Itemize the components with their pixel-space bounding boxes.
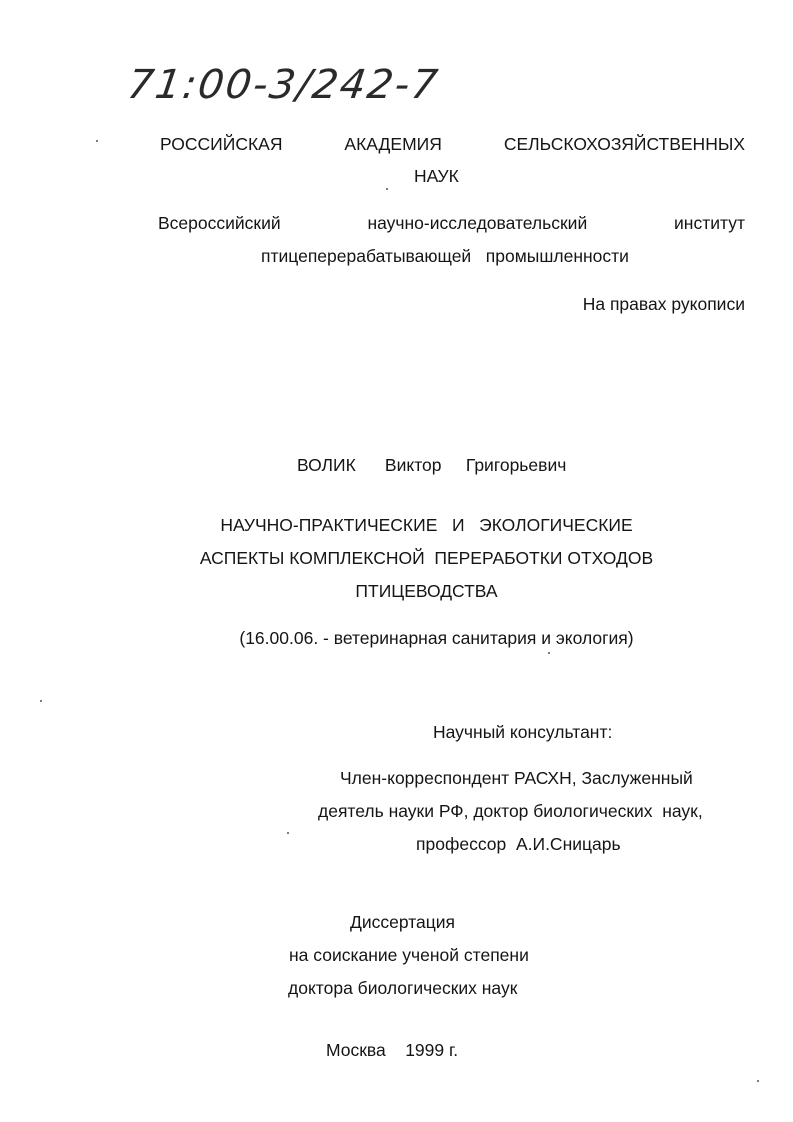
scan-speck: [386, 188, 388, 190]
consultant-label: Научный консультант:: [433, 722, 613, 742]
academy-name-line2: НАУК: [414, 166, 459, 186]
manuscript-rights-note: На правах рукописи: [582, 294, 745, 314]
consultant-line: профессор А.И.Сницарь: [416, 834, 621, 854]
thesis-title-line: НАУЧНО-ПРАКТИЧЕСКИЕ И ЭКОЛОГИЧЕСКИЕ: [220, 515, 633, 535]
institute-word: научно-исследовательский: [367, 213, 588, 233]
handwritten-archive-code: 71:00-3/242-7: [124, 62, 443, 108]
city-year: Москва 1999 г.: [326, 1040, 459, 1060]
scan-speck: [287, 832, 289, 834]
dissertation-line: доктора биологических наук: [288, 978, 518, 998]
scan-speck: [548, 652, 550, 654]
scan-speck: [40, 700, 42, 702]
thesis-title-line: ПТИЦЕВОДСТВА: [355, 581, 498, 601]
academy-word: СЕЛЬСКОХОЗЯЙСТВЕННЫХ: [503, 134, 745, 154]
consultant-line: Член-корреспондент РАСХН, Заслуженный: [340, 768, 693, 788]
institute-word: Всероссийский: [158, 213, 281, 233]
academy-word: АКАДЕМИЯ: [344, 134, 442, 154]
consultant-line: деятель науки РФ, доктор биологических наук,: [318, 801, 703, 821]
author-name: ВОЛИК Виктор Григорьевич: [297, 455, 567, 475]
dissertation-line: Диссертация: [350, 912, 456, 932]
dissertation-line: на соискание ученой степени: [289, 945, 529, 965]
academy-word: РОССИЙСКАЯ: [160, 134, 283, 154]
scan-speck: [96, 140, 98, 142]
institute-word: институт: [674, 213, 745, 233]
institute-name-line: [158, 213, 745, 234]
specialty-code: (16.00.06. - ветеринарная санитария и экология): [239, 628, 634, 648]
thesis-title-line: АСПЕКТЫ КОМПЛЕКСНОЙ ПЕРЕРАБОТКИ ОТХОДОВ: [199, 548, 654, 568]
scan-speck: [757, 1080, 759, 1082]
institute-name-line2: птицеперерабатывающей промышленности: [261, 246, 629, 266]
academy-name-line: [160, 134, 745, 155]
